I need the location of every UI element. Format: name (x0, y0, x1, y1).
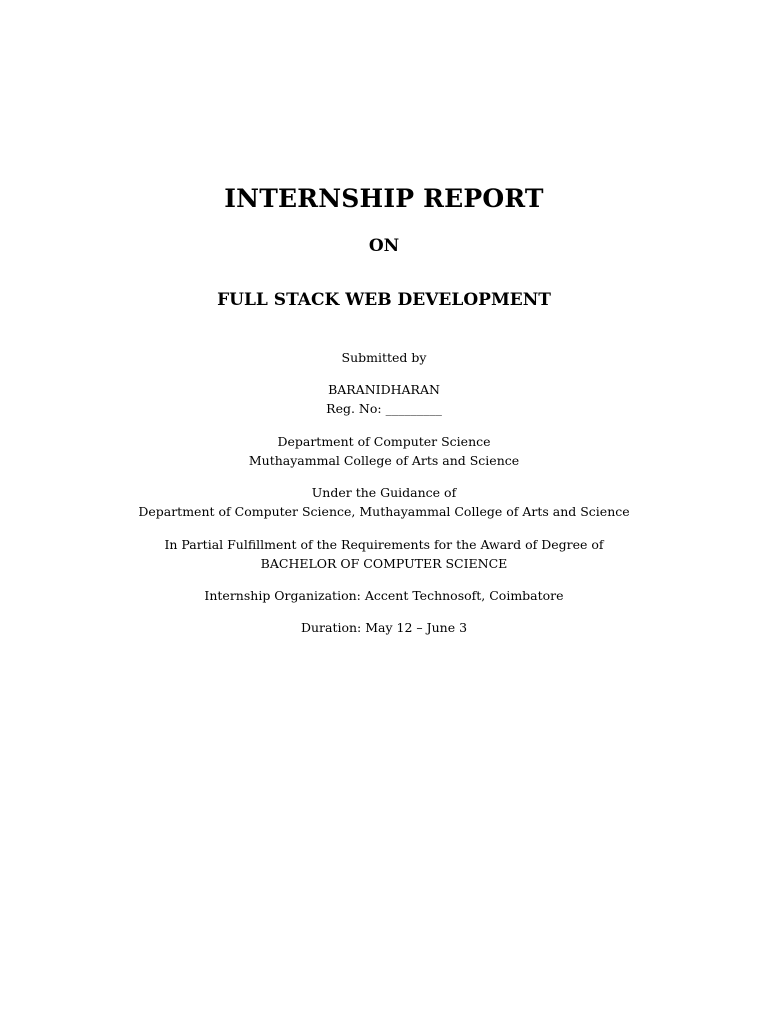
department-block (0, 432, 768, 470)
report-on-label: ON (368, 236, 400, 256)
department-name: Department of Computer Science (277, 434, 491, 449)
registration-number: Reg. No: _________ (326, 401, 442, 416)
report-title: INTERNSHIP REPORT (224, 184, 544, 213)
internship-organization: Internship Organization: Accent Technosoft, Coimbatore (204, 588, 564, 603)
degree-name: BACHELOR OF COMPUTER SCIENCE (260, 556, 508, 571)
student-name: BARANIDHARAN (328, 382, 440, 397)
guidance-block (0, 483, 768, 521)
college-name: Muthayammal College of Arts and Science (248, 453, 520, 468)
fulfillment-statement: In Partial Fulfillment of the Requirements for the Award of Degree of (164, 537, 604, 552)
submitted-by-label: Submitted by (341, 350, 427, 365)
guidance-detail: Department of Computer Science, Muthayammal College of Arts and Science (138, 504, 630, 519)
report-subject: FULL STACK WEB DEVELOPMENT (217, 290, 551, 310)
guidance-label: Under the Guidance of (311, 485, 457, 500)
fulfillment-block (0, 535, 768, 573)
student-block (0, 380, 768, 418)
internship-duration: Duration: May 12 – June 3 (300, 620, 468, 635)
